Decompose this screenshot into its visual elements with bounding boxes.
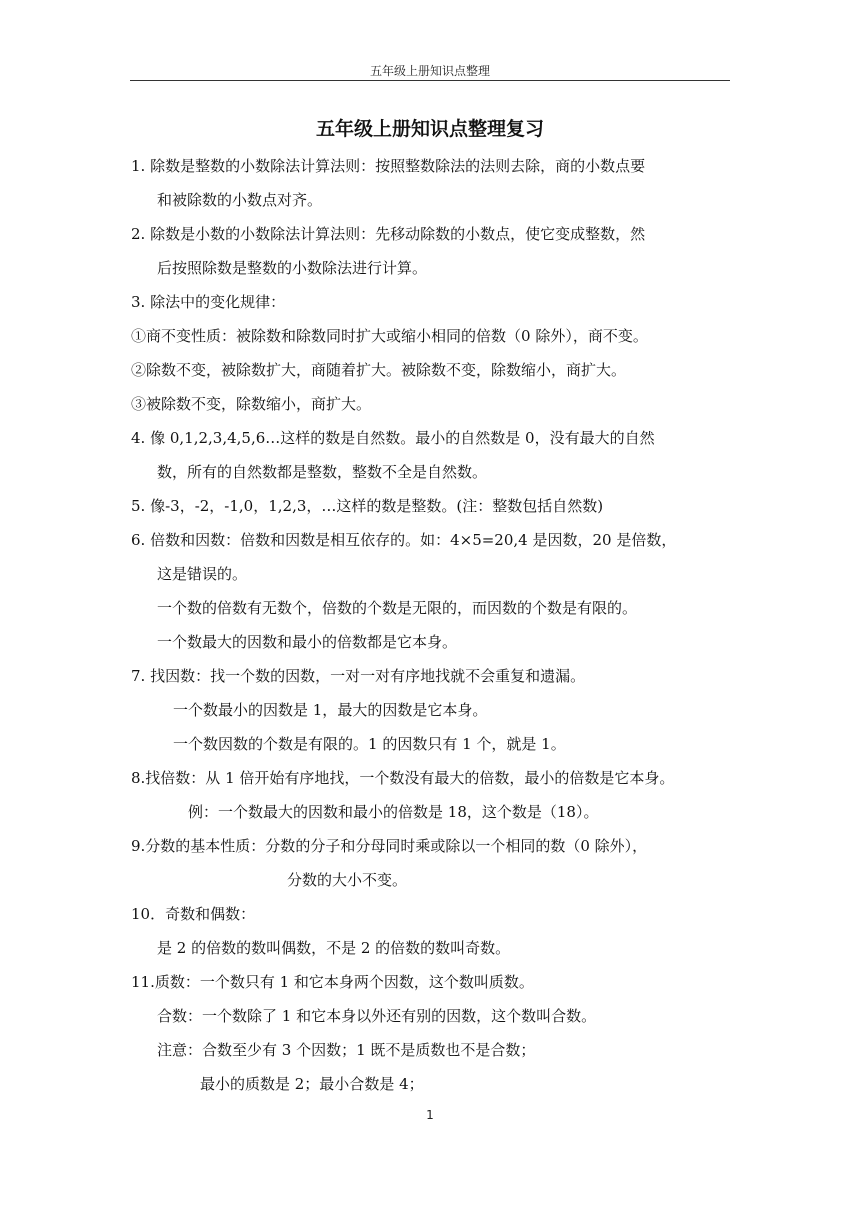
- text-line: 合数：一个数除了 1 和它本身以外还有别的因数，这个数叫合数。: [157, 1007, 597, 1025]
- header-rule: [130, 80, 730, 81]
- text-line: 注意：合数至少有 3 个因数；1 既不是质数也不是合数；: [157, 1041, 536, 1059]
- running-header: 五年级上册知识点整理: [369, 64, 490, 78]
- page-number: 1: [426, 1108, 434, 1122]
- text-line: 后按照除数是整数的小数除法进行计算。: [157, 259, 428, 277]
- text-line: 和被除数的小数点对齐。: [157, 191, 323, 209]
- text-line: 分数的大小不变。: [287, 871, 408, 889]
- text-line: 1. 除数是整数的小数除法计算法则：按照整数除法的法则去除，商的小数点要: [131, 157, 646, 175]
- text-line: 10．奇数和偶数：: [131, 905, 256, 923]
- text-line: 9.分数的基本性质：分数的分子和分母同时乘或除以一个相同的数（0 除外），: [131, 837, 648, 855]
- text-line: 最小的质数是 2；最小合数是 4；: [200, 1075, 424, 1093]
- text-line: 7. 找因数：找一个数的因数，一对一对有序地找就不会重复和遗漏。: [131, 667, 586, 685]
- text-line: ③被除数不变，除数缩小，商扩大。: [131, 395, 372, 413]
- text-line: 一个数的倍数有无数个，倍数的个数是无限的，而因数的个数是有限的。: [157, 599, 638, 617]
- text-line: 3. 除法中的变化规律：: [131, 293, 286, 311]
- text-line: 5. 像-3，-2，-1,0，1,2,3，…这样的数是整数。(注：整数包括自然数): [131, 497, 604, 515]
- text-line: 一个数最小的因数是 1，最大的因数是它本身。: [173, 701, 488, 719]
- text-line: ②除数不变，被除数扩大，商随着扩大。被除数不变，除数缩小，商扩大。: [131, 361, 627, 379]
- text-line: ①商不变性质：被除数和除数同时扩大或缩小相同的倍数（0 除外），商不变。: [131, 327, 648, 345]
- text-line: 8.找倍数：从 1 倍开始有序地找，一个数没有最大的倍数，最小的倍数是它本身。: [131, 769, 675, 787]
- text-line: 这是错误的。: [157, 565, 248, 583]
- text-line: 2. 除数是小数的小数除法计算法则：先移动除数的小数点，使它变成整数，然: [131, 225, 646, 243]
- document-title: 五年级上册知识点整理复习: [315, 118, 544, 140]
- text-line: 4. 像 0,1,2,3,4,5,6…这样的数是自然数。最小的自然数是 0，没有最大的自然: [131, 429, 655, 447]
- text-line: 是 2 的倍数的数叫偶数，不是 2 的倍数的数叫奇数。: [157, 939, 511, 957]
- text-line: 例：一个数最大的因数和最小的倍数是 18，这个数是（18）。: [188, 803, 599, 821]
- text-line: 11.质数：一个数只有 1 和它本身两个因数，这个数叫质数。: [131, 973, 534, 991]
- text-line: 6. 倍数和因数：倍数和因数是相互依存的。如：4×5=20,4 是因数，20 是倍数，: [131, 531, 677, 549]
- text-line: 一个数最大的因数和最小的倍数都是它本身。: [157, 633, 458, 651]
- text-line: 数，所有的自然数都是整数，整数不全是自然数。: [157, 463, 488, 481]
- text-line: 一个数因数的个数是有限的。1 的因数只有 1 个，就是 1。: [173, 735, 566, 753]
